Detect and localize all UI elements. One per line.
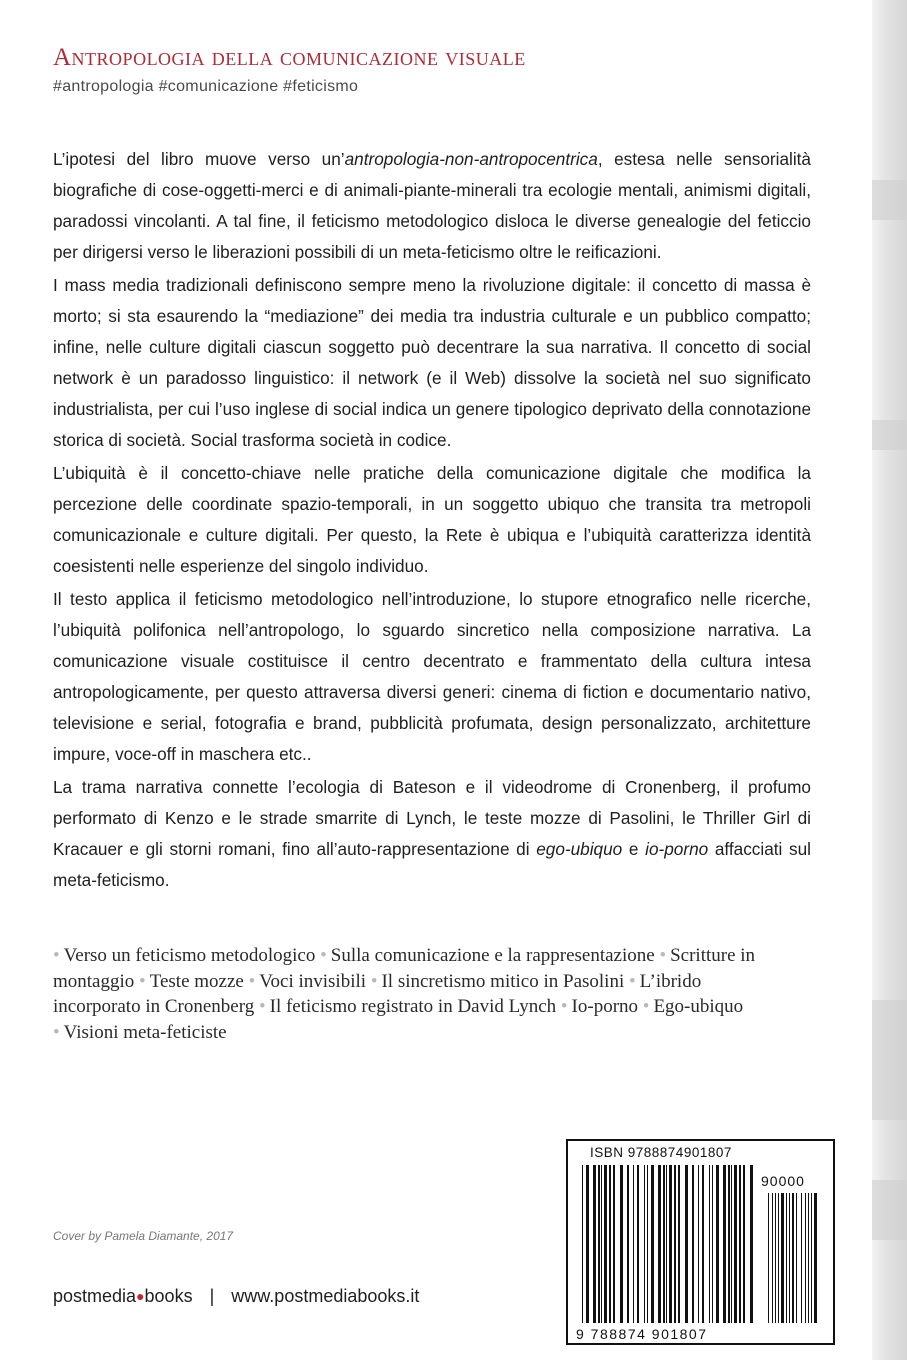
- bullet-icon: •: [53, 945, 60, 966]
- paragraph-5: La trama narrativa connette l’ecologia di Bateson e il videodrome di Cronenberg, il profumo performato di Kenzo e le strade smarrite di Lynch, le teste mozze di Pasolini, le Thriller Girl di Kracauer e gli storni romani, fino all’auto-rappresentazione di ego-ubiquo e io-porno affacciati sul meta-feticismo.: [53, 777, 811, 890]
- bullet-icon: •: [258, 996, 266, 1017]
- barcode-bar: [796, 1193, 797, 1323]
- barcode-bars-main: [582, 1165, 753, 1323]
- hashtags: #antropologia #comunicazione #feticismo: [53, 78, 359, 95]
- barcode-bar: [775, 1193, 776, 1323]
- toc-item: • Verso un feticismo metodologico: [53, 945, 316, 966]
- barcode-bar: [728, 1165, 730, 1323]
- barcode-bar: [801, 1193, 802, 1323]
- barcode-bar: [716, 1165, 719, 1323]
- barcode-bar: [598, 1165, 600, 1323]
- barcode-bar: [698, 1165, 699, 1323]
- barcode-bar: [586, 1165, 589, 1323]
- publisher-name-a: postmedia: [53, 1286, 137, 1306]
- barcode-bar: [604, 1165, 607, 1323]
- barcode-bar: [709, 1165, 710, 1323]
- barcode-bar: [792, 1193, 794, 1323]
- bullet-icon: •: [659, 945, 667, 966]
- barcode-bar: [702, 1165, 704, 1323]
- barcode-bar: [768, 1193, 769, 1323]
- barcode-bar: [620, 1165, 623, 1323]
- toc-item: • Teste mozze: [139, 970, 244, 992]
- barcode-bar: [663, 1165, 665, 1323]
- paragraph-3: L’ubiquità è il concetto-chiave nelle pratiche della comunicazione digitale che modifica la percezione delle coordinate spazio-temporali, in un soggetto ubiquo che transita tra metropoli comunicazionale e culture digitali. Per questo, la Rete è ubiqua e l’ubiquità caratterizza identità coesistenti nelle esperienze del singolo individuo.: [53, 463, 811, 576]
- toc-item: • Ego-ubiquo: [642, 996, 744, 1017]
- paragraph-1: L’ipotesi del libro muove verso un’antropologia-non-antropocentrica, estesa nelle sensorialità biografiche di cose-oggetti-merci e di animali-piante-minerali tra ecologie mentali, animismi digitali, paradossi vincolanti. A tal fine, il feticismo metodologico disloca le diverse genealogie del feticcio per dirigersi verso le liberazioni possibili di un meta-feticismo oltre le reificazioni.: [53, 149, 811, 262]
- isbn-barcode: [566, 1139, 835, 1345]
- publisher-name-b: books: [144, 1286, 193, 1306]
- barcode-bar: [786, 1193, 787, 1323]
- barcode-bar: [678, 1165, 680, 1323]
- bullet-icon: •: [560, 996, 568, 1017]
- barcode-bar: [781, 1193, 784, 1323]
- barcode-bar: [647, 1165, 648, 1323]
- toc-item: • Voci invisibili: [248, 970, 367, 992]
- barcode-bar: [651, 1165, 654, 1323]
- barcode-bar: [808, 1193, 809, 1323]
- barcode-bar: [723, 1165, 726, 1323]
- bullet-icon: •: [628, 970, 636, 992]
- barcode-bar: [674, 1165, 676, 1323]
- publisher-url[interactable]: www.postmediabooks.it: [231, 1286, 420, 1306]
- barcode-bar: [805, 1193, 806, 1323]
- barcode-bar: [685, 1165, 688, 1323]
- barcode-bar: [814, 1193, 817, 1323]
- paragraph-2: I mass media tradizionali definiscono sempre meno la rivoluzione digitale: il concetto di massa è morto; si sta esaurendo la “mediazione” dei media tra industria culturale e un pubblico compatto; infine, nelle culture digitali ciascun soggetto può decentrare la sua narrativa. Il concetto di social network è un paradosso linguistico: il network (e il Web) dissolve la società nel suo significato industrialista, per cui l’uso inglese di social indica un genere tipologico deprivato della connotazione storica di società. Social trasforma società in codice.: [53, 275, 811, 450]
- barcode-bar: [772, 1193, 773, 1323]
- barcode-bar: [582, 1165, 583, 1323]
- barcode-digits: 9 788874 901807: [576, 1326, 708, 1342]
- toc-item: • Scritture in montaggio: [53, 945, 756, 992]
- publisher-dot-icon: ●: [136, 1288, 145, 1304]
- barcode-bar: [811, 1193, 812, 1323]
- toc-item: • Io-porno: [560, 996, 639, 1017]
- barcode-bar: [613, 1165, 615, 1323]
- bullet-icon: •: [53, 1021, 60, 1043]
- barcode-bar: [778, 1193, 779, 1323]
- book-spine-edge: [872, 0, 907, 1360]
- barcode-bar: [658, 1165, 661, 1323]
- barcode-bar: [789, 1193, 790, 1323]
- barcode-bar: [601, 1165, 602, 1323]
- bullet-icon: •: [642, 996, 650, 1017]
- barcode-bar: [743, 1165, 745, 1323]
- barcode-bar: [644, 1165, 645, 1323]
- barcode-bar: [609, 1165, 611, 1323]
- barcode-bar: [712, 1165, 713, 1323]
- isbn-label: ISBN 9788874901807: [590, 1145, 732, 1160]
- barcode-bar: [750, 1165, 753, 1323]
- paragraph-4: Il testo applica il feticismo metodologico nell’introduzione, lo stupore etnografico nelle ricerche, l’ubiquità polifonica nell’antropologo, lo sguardo sincretico nella composizione narrativa. La comunicazione visuale costituisce il centro decentrato e frammentato della cultura intesa antropologicamente, per questo attraversa diversi generi: cinema di fiction e documentario nativo, televisione e serial, fotografia e brand, pubblicità profumata, design personalizzato, architetture impure, voce-off in maschera etc..: [53, 589, 811, 764]
- barcode-bar: [627, 1165, 629, 1323]
- barcode-bar: [692, 1165, 694, 1323]
- barcode-bar: [633, 1165, 634, 1323]
- toc-item: • Sulla comunicazione e la rappresentazione: [320, 945, 655, 966]
- bullet-icon: •: [139, 970, 146, 992]
- footer-separator: |: [209, 1286, 215, 1306]
- bullet-icon: •: [320, 945, 327, 966]
- barcode-bar: [637, 1165, 639, 1323]
- barcode-bar: [593, 1165, 596, 1323]
- barcode-bar: [666, 1165, 667, 1323]
- barcode-bars-addon: [768, 1193, 817, 1323]
- table-of-contents: [53, 943, 773, 1045]
- book-title: Antropologia della comunicazione visuale: [53, 44, 526, 71]
- bullet-icon: •: [248, 970, 256, 992]
- price-code: 90000: [761, 1173, 805, 1189]
- bullet-icon: •: [370, 970, 378, 992]
- toc-item: • L’ibrido incorporato in Cronenberg: [53, 970, 702, 1017]
- barcode-image: [568, 1141, 837, 1347]
- publisher-footer: [53, 1286, 419, 1307]
- toc-item: • Il sincretismo mitico in Pasolini: [370, 970, 625, 992]
- barcode-bar: [739, 1165, 741, 1323]
- toc-item: • Visioni meta-feticiste: [53, 1021, 227, 1043]
- cover-credit: Cover by Pamela Diamante, 2017: [53, 1229, 234, 1243]
- back-cover-blurb: [53, 144, 811, 898]
- barcode-bar: [734, 1165, 737, 1323]
- barcode-bar: [731, 1165, 732, 1323]
- barcode-bar: [669, 1165, 672, 1323]
- toc-item: • Il feticismo registrato in David Lynch: [258, 996, 557, 1017]
